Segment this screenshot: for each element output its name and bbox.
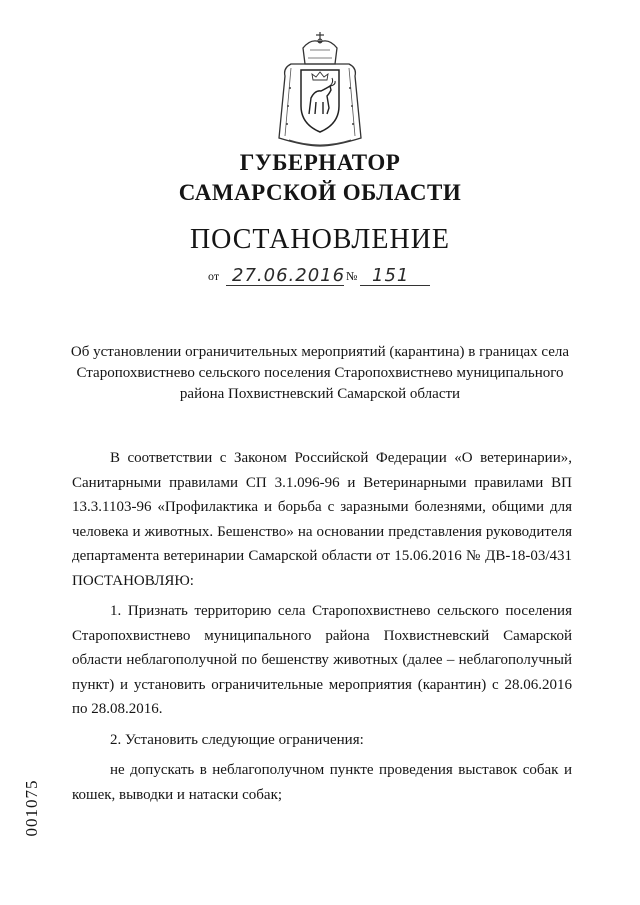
side-page-number-text: 001075 bbox=[22, 779, 41, 837]
document-title: Об установлении ограничительных мероприятий (карантина) в границах села Старопохвистнево сельского поселения Старопохвистнево муниципального района Похвистневский Самарской области bbox=[70, 344, 570, 402]
handwritten-date: 27.06.2016 bbox=[232, 265, 346, 286]
date-from-label: от bbox=[208, 269, 220, 283]
issuer-line-1: ГУБЕРНАТОР bbox=[239, 150, 401, 175]
document-type-heading: ПОСТАНОВЛЕНИЕ bbox=[189, 224, 451, 255]
document-body bbox=[72, 446, 572, 807]
handwritten-number: 151 bbox=[372, 265, 410, 286]
preamble-paragraph: В соответствии с Законом Российской Федерации «О ветеринарии», Санитарными правилами СП 3.1.096-96 и Ветеринарными правилами ВП 13.3.1103-96 «Профилактика и борьба с заразными болезнями, общими для человека и животных. Бешенство» на основании представления руководителя департамента ветеринарии Самарской области от 15.06.2016 № ДВ-18-03/431 ПОСТАНОВЛЯЮ: bbox=[72, 450, 572, 589]
number-label: № bbox=[346, 269, 358, 283]
side-page-number bbox=[14, 770, 50, 850]
issuer-line-2: САМАРСКОЙ ОБЛАСТИ bbox=[178, 180, 462, 205]
date-number-line bbox=[208, 264, 438, 288]
item-2a-paragraph: не допускать в неблагополучном пункте проведения выставок собак и кошек, выводки и натаски собак; bbox=[72, 762, 572, 803]
item-1-paragraph: 1. Признать территорию села Старопохвистнево сельского поселения Старопохвистнево муниципального района Похвистневский Самарской области неблагополучной по бешенству животных (далее – неблагополучный пункт) и установить ограничительные мероприятия (карантин) с 28.06.2016 по 28.08.2016. bbox=[72, 603, 572, 717]
item-2-paragraph: 2. Установить следующие ограничения: bbox=[110, 731, 364, 748]
coat-of-arms-emblem bbox=[275, 28, 365, 150]
